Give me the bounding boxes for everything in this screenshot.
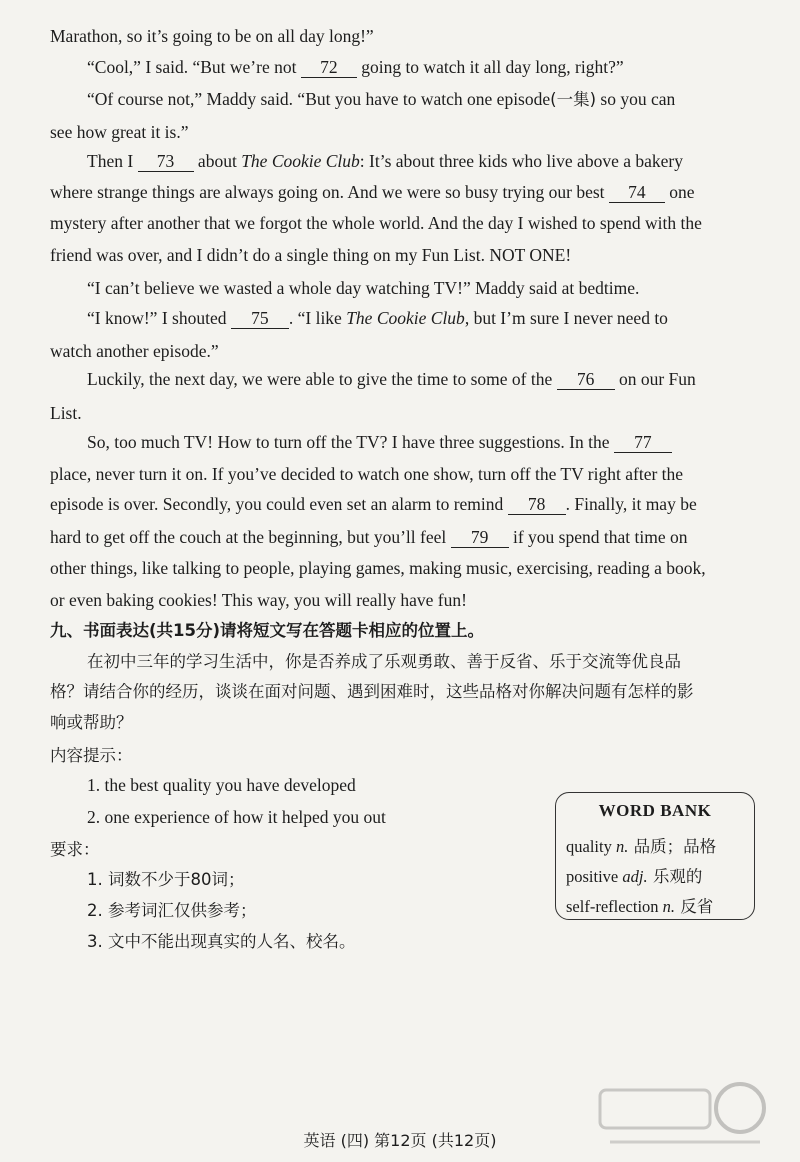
requirements-label: 要求： xyxy=(50,840,100,859)
word-bank-title: WORD BANK xyxy=(598,801,712,820)
passage-line: see how great it is.” xyxy=(50,122,189,142)
requirement-item: 2. 参考词汇仅供参考； xyxy=(87,901,257,920)
blank-74: 74 xyxy=(609,182,665,203)
page-footer: 英语 (四) 第12页 (共12页) xyxy=(303,1131,497,1150)
passage-line: mystery after another that we forgot the whole world. And the day I wished to spend with the xyxy=(50,213,702,233)
passage-line: place, never turn it on. If you’ve decided to watch one show, turn off the TV right after the xyxy=(50,464,684,484)
passage-line: “Cool,” I said. “But we’re not 72 going to watch it all day long, right?” xyxy=(87,57,624,77)
blank-76: 76 xyxy=(557,369,615,390)
hint-item: 2. one experience of how it helped you out xyxy=(87,807,386,827)
blank-77: 77 xyxy=(614,432,672,453)
blank-72: 72 xyxy=(301,57,357,78)
word-bank-item: quality n. 品质；品格 xyxy=(566,837,717,856)
passage-line: other things, like talking to people, playing games, making music, exercising, reading a book, xyxy=(50,558,706,578)
passage-line: “I can’t believe we wasted a whole day watching TV!” Maddy said at bedtime. xyxy=(87,278,640,298)
passage-line: Luckily, the next day, we were able to give the time to some of the 76 on our Fun xyxy=(87,369,696,389)
prompt-line: 响或帮助？ xyxy=(50,713,133,732)
passage-line: where strange things are always going on. And we were so busy trying our best 74 one xyxy=(50,182,695,202)
prompt-line: 在初中三年的学习生活中，你是否养成了乐观勇敢、善于反省、乐于交流等优良品 xyxy=(87,652,681,671)
passage-line: “Of course not,” Maddy said. “But you have to watch one episode(一集) so you can xyxy=(87,89,676,109)
blank-79: 79 xyxy=(451,527,509,548)
requirement-item: 3. 文中不能出现真实的人名、校名。 xyxy=(87,932,356,951)
word-bank-box xyxy=(555,792,755,920)
passage-line: So, too much TV! How to turn off the TV? I have three suggestions. In the 77 xyxy=(87,431,760,453)
passage-line: episode is over. Secondly, you could even set an alarm to remind 78 . Finally, it may be xyxy=(50,494,697,514)
passage-line: watch another episode.” xyxy=(50,341,219,361)
word-bank-item: self-reflection n. 反省 xyxy=(566,897,714,916)
prompt-line: 格？请结合你的经历，谈谈在面对问题、遇到困难时，这些品格对你解决问题有怎样的影 xyxy=(50,682,694,701)
blank-78: 78 xyxy=(508,494,566,515)
passage-line: Marathon, so it’s going to be on all day long!” xyxy=(50,26,374,46)
section-9-heading: 九、书面表达(共15分)请将短文写在答题卡相应的位置上。 xyxy=(50,621,485,640)
passage-line: Then I 73 about The Cookie Club: It’s about three kids who live above a bakery xyxy=(87,151,683,171)
hint-label: 内容提示： xyxy=(50,746,133,765)
passage-line: friend was over, and I didn’t do a single thing on my Fun List. NOT ONE! xyxy=(50,245,572,265)
passage-line: “I know!” I shouted 75 . “I like The Cookie Club, but I’m sure I never need to xyxy=(87,308,668,328)
word-bank-item: positive adj. 乐观的 xyxy=(566,867,703,886)
passage-line: or even baking cookies! This way, you will really have fun! xyxy=(50,590,467,610)
requirement-item: 1. 词数不少于80词； xyxy=(87,870,245,889)
passage-line: List. xyxy=(50,403,82,423)
blank-73: 73 xyxy=(138,151,194,172)
passage-line: hard to get off the couch at the beginning, but you’ll feel 79 if you spend that time on xyxy=(50,527,688,547)
hint-item: 1. the best quality you have developed xyxy=(87,775,356,795)
blank-75: 75 xyxy=(231,308,289,329)
